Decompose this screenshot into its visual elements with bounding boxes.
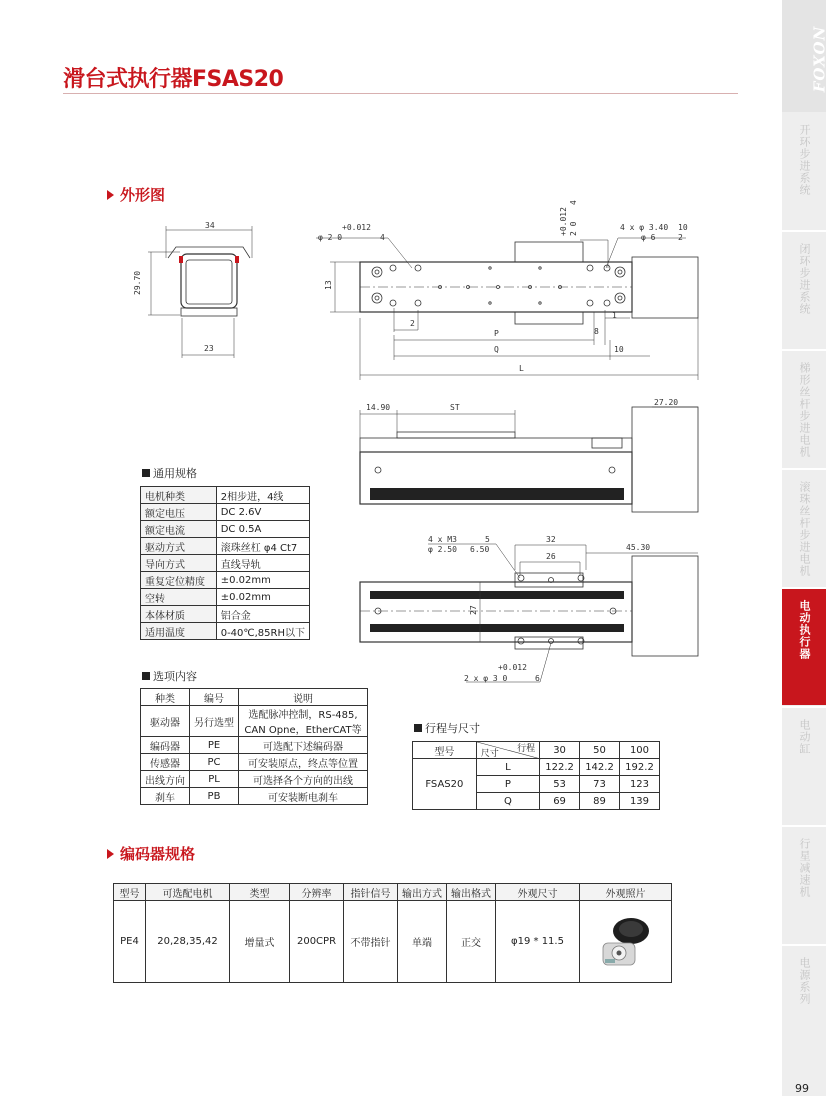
dim-value: 139 (619, 793, 659, 810)
dim-value: 89 (580, 793, 620, 810)
dim-label: φ 2 0 (318, 233, 343, 242)
model-cell: FSAS20 (413, 759, 477, 810)
dim-value: 53 (540, 776, 580, 793)
options-heading (142, 668, 197, 684)
spec-row (141, 589, 310, 606)
dim-value: 69 (540, 793, 580, 810)
encoder-cell: φ19 * 11.5 (496, 901, 580, 983)
sidebar-item-label: 电动执行器 (798, 600, 811, 660)
dim-label: 2 x φ 3 0 (464, 674, 508, 683)
sidebar-item-label: 梯形丝杆步进电机 (798, 362, 811, 458)
encoder-cell: 200CPR (290, 901, 344, 983)
sidebar-divider (782, 587, 826, 589)
option-desc-line: 可选配下述编码器 (263, 741, 343, 753)
encoder-heading-text: 编码器规格 (120, 845, 196, 863)
page-title: 滑台式执行器FSAS20 (63, 67, 284, 92)
option-cell: 出线方向 (141, 771, 190, 788)
sidebar-item[interactable] (782, 707, 826, 824)
general-specs-heading (142, 465, 197, 481)
dim-value: 142.2 (580, 759, 620, 776)
option-cell: 编码器 (141, 737, 190, 754)
option-desc (239, 737, 368, 754)
model-header: 型号 (413, 742, 477, 759)
brand-logo (782, 0, 826, 112)
outline-heading-text: 外形图 (120, 186, 166, 204)
spec-key: 导向方式 (141, 555, 217, 572)
dim-label: ST (450, 403, 460, 412)
dim-label: 2 (678, 233, 683, 242)
category-sidebar (782, 0, 826, 1096)
sidebar-item-label: 闭环步进系统 (798, 243, 811, 315)
dim-key: P (476, 776, 539, 793)
table-header: 型号 (114, 884, 146, 901)
option-row (141, 788, 368, 805)
encoder-photo (595, 909, 657, 971)
option-desc-line: 可安装原点，终点等位置 (248, 758, 358, 770)
dim-label: 32 (546, 535, 556, 544)
encoder-cell: 单端 (398, 901, 447, 983)
option-row (141, 771, 368, 788)
dim-label: +0.012 (498, 663, 527, 672)
sidebar-divider (782, 468, 826, 470)
spec-row (141, 606, 310, 623)
spec-value: 0-40℃,85RH以下 (216, 623, 309, 640)
encoder-cell: PE4 (114, 901, 146, 983)
encoder-photo-cell (580, 901, 672, 983)
spec-key: 本体材质 (141, 606, 217, 623)
stroke-heading (414, 720, 480, 736)
sidebar-divider (782, 230, 826, 232)
dim-label: 4 (380, 233, 385, 242)
encoder-cell: 增量式 (230, 901, 290, 983)
option-row (141, 754, 368, 771)
dim-label: 2 0 (569, 221, 578, 236)
dim-value: 123 (619, 776, 659, 793)
dim-label: Q (494, 345, 499, 354)
sidebar-item[interactable] (782, 826, 826, 943)
encoder-cell: 正交 (447, 901, 496, 983)
dim-label: 27 (469, 605, 478, 615)
dim-value: 192.2 (619, 759, 659, 776)
option-desc-line: CAN Opne，EtherCAT等 (244, 725, 362, 736)
dim-label: 27.20 (654, 398, 679, 407)
dim-label: 4 x M3 (428, 535, 457, 544)
option-cell: 刹车 (141, 788, 190, 805)
dim-label: +0.012 (559, 207, 568, 236)
encoder-cell: 不带指针 (344, 901, 398, 983)
sidebar-item[interactable] (782, 469, 826, 586)
spec-value: DC 2.6V (216, 504, 309, 521)
dim-label: 45.30 (626, 543, 651, 552)
spec-key: 额定电流 (141, 521, 217, 538)
spec-value: 滚珠丝杠 φ4 Ct7 (216, 538, 309, 555)
sidebar-item-label: 电源系列 (798, 957, 811, 1005)
bottom-view (360, 544, 698, 682)
dim-label: 4 x φ 3.40 (620, 223, 669, 232)
table-header: 分辨率 (290, 884, 344, 901)
spec-key: 电机种类 (141, 487, 217, 504)
spec-key: 额定电压 (141, 504, 217, 521)
spec-value: 铝合金 (216, 606, 309, 623)
option-cell: PE (190, 737, 239, 754)
dim-label: 34 (205, 221, 215, 230)
triangle-bullet-icon (107, 849, 114, 859)
stroke-heading-text: 行程与尺寸 (425, 722, 480, 735)
square-bullet-icon (414, 724, 422, 732)
option-cell: 驱动器 (141, 706, 190, 737)
dim-value: 73 (580, 776, 620, 793)
table-header: 输出方式 (398, 884, 447, 901)
dim-label: L (519, 364, 524, 373)
option-cell: PB (190, 788, 239, 805)
dim-label: 1 (612, 311, 617, 320)
dim-key: Q (476, 793, 539, 810)
table-header: 指针信号 (344, 884, 398, 901)
dim-label: +0.012 (342, 223, 371, 232)
spec-value: 2相步进，4线 (216, 487, 309, 504)
option-desc (239, 771, 368, 788)
dim-label: 2 (410, 319, 415, 328)
dim-label: 26 (546, 552, 556, 561)
sidebar-item[interactable] (782, 945, 826, 1096)
sidebar-divider (782, 349, 826, 351)
options-table (140, 688, 368, 805)
sidebar-item[interactable] (782, 231, 826, 348)
encoder-section-heading (107, 843, 195, 864)
spec-row (141, 538, 310, 555)
dim-label: 8 (594, 327, 599, 336)
diag-header (476, 742, 539, 759)
dim-label: φ 6 (641, 233, 656, 242)
dim-label: φ 2.50 (428, 545, 457, 554)
general-specs-heading-text: 通用规格 (153, 467, 197, 480)
sidebar-item-label: 行星减速机 (798, 838, 811, 898)
option-row (141, 737, 368, 754)
spec-key: 适用温度 (141, 623, 217, 640)
spec-value: ±0.02mm (216, 572, 309, 589)
sidebar-item[interactable] (782, 112, 826, 229)
page-number: 99 (795, 1082, 809, 1095)
stroke-value: 30 (540, 742, 580, 759)
brand-logo-text: FOXON (810, 25, 828, 93)
table-header: 种类 (141, 689, 190, 706)
dim-value: 122.2 (540, 759, 580, 776)
sidebar-item-label: 滚珠丝杆步进电机 (798, 481, 811, 577)
table-header: 外观照片 (580, 884, 672, 901)
option-desc-line: 选配脉冲控制，RS-485, (248, 710, 358, 721)
sidebar-divider (782, 706, 826, 708)
table-header: 类型 (230, 884, 290, 901)
spec-value: 直线导轨 (216, 555, 309, 572)
table-header: 外观尺寸 (496, 884, 580, 901)
dim-label: 10 (678, 223, 688, 232)
option-desc (239, 754, 368, 771)
option-desc-line: 可选择各个方向的出线 (253, 775, 353, 787)
option-desc (239, 788, 368, 805)
spec-value: ±0.02mm (216, 589, 309, 606)
table-header: 可选配电机 (146, 884, 230, 901)
encoder-table (113, 883, 672, 983)
option-desc-line: 可安装断电刹车 (268, 792, 338, 804)
dim-label: 10 (614, 345, 624, 354)
spec-key: 空转 (141, 589, 217, 606)
square-bullet-icon (142, 469, 150, 477)
dim-label: 14.90 (366, 403, 391, 412)
spec-row (141, 504, 310, 521)
dim-label: 13 (324, 280, 333, 290)
stroke-value: 100 (619, 742, 659, 759)
option-cell: 传感器 (141, 754, 190, 771)
option-cell: PL (190, 771, 239, 788)
encoder-cell: 20,28,35,42 (146, 901, 230, 983)
dim-label: 23 (204, 344, 214, 353)
stroke-value: 50 (580, 742, 620, 759)
table-header: 输出格式 (447, 884, 496, 901)
option-desc (239, 706, 368, 737)
dim-label: 29.70 (133, 270, 142, 295)
sidebar-item[interactable] (782, 350, 826, 467)
option-cell: 另行选型 (190, 706, 239, 737)
side-view (360, 407, 698, 512)
dim-key: L (476, 759, 539, 776)
options-heading-text: 选项内容 (153, 670, 197, 683)
front-view (148, 226, 252, 358)
sidebar-divider (782, 944, 826, 946)
spec-row (141, 487, 310, 504)
spec-row (141, 623, 310, 640)
sidebar-item-label: 开环步进系统 (798, 124, 811, 196)
option-cell: PC (190, 754, 239, 771)
sidebar-item[interactable] (782, 588, 826, 705)
spec-key: 驱动方式 (141, 538, 217, 555)
stroke-table (412, 741, 660, 810)
dim-label: 5 (485, 535, 490, 544)
spec-value: DC 0.5A (216, 521, 309, 538)
general-specs-table (140, 486, 310, 640)
spec-row (141, 521, 310, 538)
dim-label: 6.50 (470, 545, 490, 554)
sidebar-divider (782, 825, 826, 827)
top-view (316, 238, 698, 380)
spec-row (141, 572, 310, 589)
dim-label: 4 (569, 200, 578, 205)
sidebar-item-label: 电动缸 (798, 719, 811, 755)
dim-label: P (494, 329, 499, 338)
spec-row (141, 555, 310, 572)
option-row (141, 706, 368, 737)
square-bullet-icon (142, 672, 150, 680)
dim-label: 6 (535, 674, 540, 683)
table-header: 说明 (239, 689, 368, 706)
size-header: 尺寸 (480, 749, 499, 759)
table-header: 编号 (190, 689, 239, 706)
spec-key: 重复定位精度 (141, 572, 217, 589)
stroke-header: 行程 (517, 744, 536, 754)
